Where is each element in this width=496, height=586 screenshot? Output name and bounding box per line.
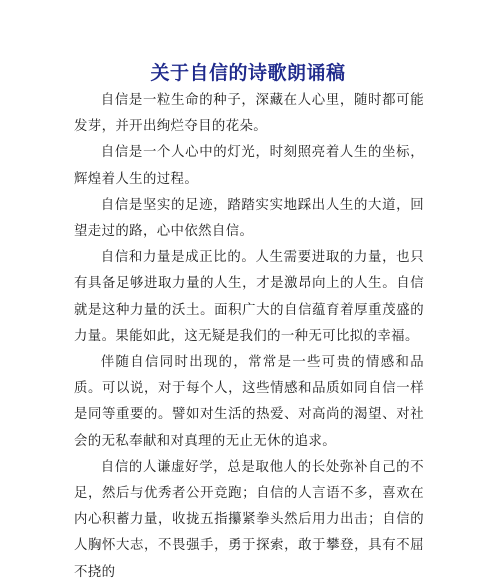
paragraph-5: 伴随自信同时出现的，常常是一些可贵的情感和品质。可以说，对于每个人，这些情感和品质如同自信一样是同等重要的。譬如对生活的热爱、对高尚的渴望、对社会的无私奉献和对真理的无止无休的追求。 [74, 355, 424, 449]
paragraph-1: 自信是一粒生命的种子，深藏在人心里，随时都可能发芽，并开出绚烂夺目的花朵。 [74, 93, 424, 135]
paragraph-3: 自信是坚实的足迹，踏踏实实地踩出人生的大道，回望走过的路，心中依然自信。 [74, 197, 424, 240]
document-title: 关于自信的诗歌朗诵稿 [150, 62, 346, 84]
paragraph-4: 自信和力量是成正比的。人生需要进取的力量，也只有具备足够进取力量的人生，才是激昂向上的人生。自信就是这种力量的沃土。面积广大的自信蕴育着厚重茂盛的力量。果能如此，这无疑是我们的一种无可比拟的幸福。 [74, 250, 424, 344]
paragraph-6: 自信的人谦虚好学，总是取他人的长处弥补自己的不足，然后与优秀者公开竞跑；自信的人言语不多，喜欢在内心积蓄力量，收拢五指攥紧拳头然后用力出击；自信的人胸怀大志，不畏强手，勇于探索，敢于攀登，具有不屈不挠的 [74, 459, 424, 580]
document-body [74, 88, 424, 586]
paragraph-2: 自信是一个人心中的灯光，时刻照亮着人生的坐标，辉煌着人生的过程。 [74, 145, 424, 187]
